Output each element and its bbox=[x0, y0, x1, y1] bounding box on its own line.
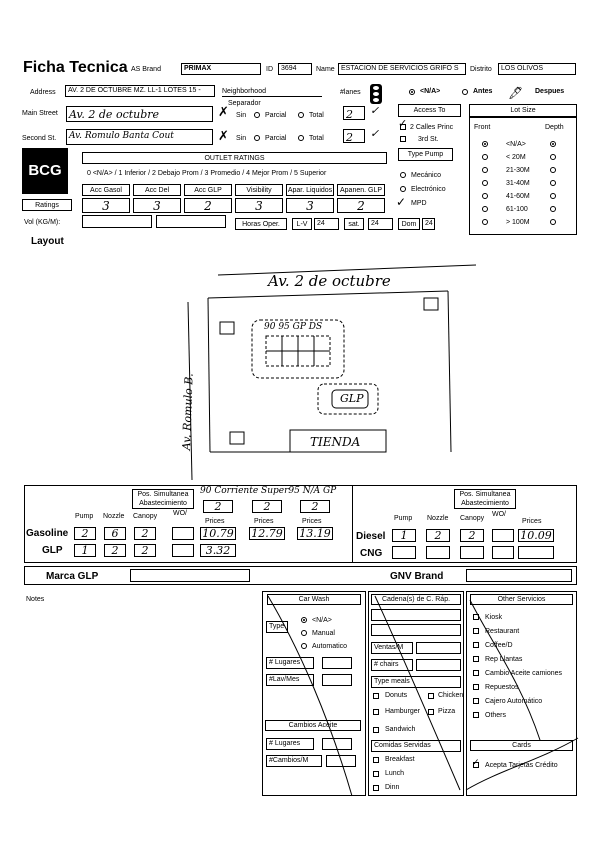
cw-na-radio[interactable] bbox=[301, 617, 307, 623]
cw-manual-radio[interactable] bbox=[301, 630, 307, 636]
sat-field[interactable]: 24 bbox=[368, 218, 393, 230]
pos-sim-header: Pos. Simultanea Abastecimiento bbox=[132, 489, 194, 509]
lot-size-option: > 100M bbox=[506, 219, 530, 226]
mecanico-label: Mecánico bbox=[411, 172, 441, 179]
id-field[interactable]: 3694 bbox=[278, 63, 312, 75]
service-label: Restaurant bbox=[485, 628, 520, 635]
lot-front-label: Front bbox=[474, 124, 491, 131]
main-parcial-label: Parcial bbox=[265, 112, 287, 119]
lot-size-option: 31-40M bbox=[506, 180, 530, 187]
layout-glp-label: GLP bbox=[340, 392, 364, 405]
brand-label: AS Brand bbox=[131, 66, 161, 73]
two-calles-check-icon: ✓ bbox=[398, 118, 408, 130]
layout-title: Layout bbox=[31, 236, 64, 247]
lunch-label: Lunch bbox=[385, 770, 405, 777]
main-lanes-field[interactable]: 2 bbox=[343, 106, 365, 120]
access-to-button[interactable]: Access To bbox=[398, 104, 461, 117]
separador-label: Separador bbox=[228, 100, 261, 107]
cng-wo-cell[interactable] bbox=[492, 546, 514, 559]
rating-column-header: Visibility bbox=[235, 184, 283, 196]
glp-row-label: GLP bbox=[42, 545, 63, 556]
lot-size-option: 61-100 bbox=[506, 206, 528, 213]
lot-size-option: <N/A> bbox=[506, 141, 526, 148]
gasoline-cell[interactable]: 2 bbox=[74, 527, 96, 540]
glp-cell[interactable]: 2 bbox=[134, 544, 156, 557]
cw-auto-label: Automatico bbox=[312, 643, 348, 650]
second-lanes-field[interactable]: 2 bbox=[343, 129, 365, 143]
diesel-pos-sim-header: Pos. Simultanea Abastecimiento bbox=[454, 489, 516, 509]
dom-label: Dom bbox=[398, 218, 420, 230]
rating-value[interactable]: 2 bbox=[184, 198, 232, 213]
rating-value[interactable]: 3 bbox=[286, 198, 334, 213]
bcg-logo: BCG bbox=[22, 148, 68, 194]
diesel-cell[interactable]: 1 bbox=[392, 529, 416, 542]
sandwich-checkbox[interactable] bbox=[373, 727, 379, 733]
gasoline-pos-cell[interactable]: 2 bbox=[252, 500, 282, 513]
dom-field[interactable]: 24 bbox=[422, 218, 435, 230]
rating-column-header: Acc GLP bbox=[184, 184, 232, 196]
lot-size-header: Lot Size bbox=[469, 104, 577, 117]
notes-label: Notes bbox=[26, 596, 45, 603]
chairs-label: # chairs bbox=[371, 659, 413, 671]
cadena-field-1[interactable] bbox=[371, 609, 461, 621]
lanes-label: #lanes bbox=[340, 89, 361, 96]
diesel-wo-header: WO/ bbox=[492, 511, 506, 518]
cng-cell[interactable] bbox=[392, 546, 416, 559]
glp-price[interactable]: 3.32 bbox=[200, 544, 236, 557]
glp-wo-cell[interactable] bbox=[172, 544, 194, 557]
cards-header: Cards bbox=[470, 740, 573, 751]
glp-cell[interactable]: 1 bbox=[74, 544, 96, 557]
service-label: Cajero Automático bbox=[485, 698, 543, 705]
fuel-type-handwriting: 90 Corriente Super95 N/A GP bbox=[200, 486, 337, 496]
acepta-check-icon: ✓ bbox=[472, 757, 480, 767]
gas-canopy-header: Canopy bbox=[133, 513, 158, 520]
gas-prices-header-1: Prices bbox=[205, 518, 225, 525]
diesel-label: Diesel bbox=[356, 531, 386, 542]
service-label: Cambio Aceite camiones bbox=[485, 670, 563, 677]
gas-nozzle-header: Nozzle bbox=[103, 513, 125, 520]
diesel-wo-cell[interactable] bbox=[492, 529, 514, 542]
gasoline-wo-cell[interactable] bbox=[172, 527, 194, 540]
cw-lavmes-field[interactable] bbox=[322, 674, 352, 686]
rating-value[interactable]: 3 bbox=[82, 198, 130, 213]
diesel-canopy-header: Canopy bbox=[460, 515, 485, 522]
page-title: Ficha Tecnica bbox=[23, 59, 128, 76]
layout-tienda-label: TIENDA bbox=[310, 435, 361, 449]
main-sin-label: Sin bbox=[236, 112, 247, 119]
gas-wo-header: WO/ bbox=[173, 510, 187, 517]
gasoline-pos-cell[interactable]: 2 bbox=[300, 500, 330, 513]
cng-cell[interactable] bbox=[460, 546, 484, 559]
neighborhood-label: Neighborhood bbox=[222, 88, 266, 95]
rating-value[interactable]: 2 bbox=[337, 198, 385, 213]
ventas-field[interactable] bbox=[416, 642, 461, 654]
type-pump-button[interactable]: Type Pump bbox=[398, 148, 453, 161]
service-checkbox[interactable] bbox=[473, 628, 479, 634]
chicken-label: Chicken bbox=[438, 692, 464, 699]
lot-size-option: 21-30M bbox=[506, 167, 530, 174]
service-checkbox[interactable] bbox=[473, 670, 479, 676]
gasoline-price[interactable]: 10.79 bbox=[200, 527, 236, 540]
layout-street-top: Av. 2 de octubre bbox=[268, 272, 391, 290]
lanes-na-label: <N/A> bbox=[420, 88, 441, 95]
service-checkbox[interactable] bbox=[473, 614, 479, 620]
service-label: Repuestos bbox=[485, 684, 519, 691]
glp-cell[interactable]: 2 bbox=[104, 544, 126, 557]
sat-label: sat. bbox=[344, 218, 364, 230]
gas-pump-header: Pump bbox=[75, 513, 94, 520]
main-total-label: Total bbox=[309, 112, 324, 119]
diesel-prices-header: Prices bbox=[522, 518, 542, 525]
lv-label: L-V bbox=[292, 218, 312, 230]
lot-size-option: < 20M bbox=[506, 154, 526, 161]
name-label: Name bbox=[316, 66, 335, 73]
main-lanes-mark: ✓ bbox=[370, 104, 380, 117]
type-meals-label: Type meals bbox=[371, 676, 461, 688]
gasoline-label: Gasoline bbox=[26, 528, 69, 539]
second-st-label: Second St. bbox=[22, 135, 57, 142]
ratings-label-button: Ratings bbox=[22, 199, 72, 211]
gasoline-pos-cell[interactable]: 2 bbox=[203, 500, 233, 513]
address-label: Address bbox=[30, 89, 56, 96]
diesel-cell[interactable]: 2 bbox=[426, 529, 450, 542]
pizza-checkbox[interactable] bbox=[428, 709, 434, 715]
rating-column-header: Apar. Liquidos bbox=[286, 184, 334, 196]
service-label: Coffee/D bbox=[485, 642, 513, 649]
cambios-aceite-header: Cambios Aceite bbox=[265, 720, 361, 731]
second-st-field[interactable]: Av. Romulo Banta Cout bbox=[66, 129, 213, 145]
service-label: Kiosk bbox=[485, 614, 503, 621]
cadena-header: Cadena(s) de C. Ráp. bbox=[371, 594, 461, 605]
cw-manual-label: Manual bbox=[312, 630, 335, 637]
ca-cambios-label: #Cambios/M bbox=[266, 755, 322, 767]
lanes-despues-label: Despues bbox=[535, 88, 565, 95]
despues-check-icon[interactable]: 🖋 bbox=[508, 86, 524, 100]
service-label: Others bbox=[485, 712, 507, 719]
cng-cell[interactable] bbox=[426, 546, 450, 559]
gas-prices-header-2: Prices bbox=[254, 518, 274, 525]
rating-column-header: Acc Gasol bbox=[82, 184, 130, 196]
sandwich-label: Sandwich bbox=[385, 726, 416, 733]
diesel-pump-header: Pump bbox=[394, 515, 413, 522]
third-st-label: 3rd St. bbox=[418, 136, 439, 143]
second-parcial-label: Parcial bbox=[265, 135, 287, 142]
cw-lugares-label: # Lugares bbox=[266, 657, 314, 669]
ventas-label: Ventas/M bbox=[371, 642, 413, 654]
cw-na-label: <N/A> bbox=[312, 617, 332, 624]
address-field[interactable]: AV. 2 DE OCTUBRE MZ. LL-1 LOTES 15 - bbox=[65, 85, 215, 97]
cadena-field-2[interactable] bbox=[371, 624, 461, 636]
lot-depth-label: Depth bbox=[545, 124, 564, 131]
car-wash-type[interactable]: Type bbox=[266, 621, 288, 633]
outlet-ratings-header: OUTLET RATINGS bbox=[82, 152, 387, 164]
rating-value[interactable]: 3 bbox=[235, 198, 283, 213]
dinn-checkbox[interactable] bbox=[373, 785, 379, 791]
otros-header: Other Servicios bbox=[470, 594, 573, 605]
name-field[interactable]: ESTACION DE SERVICIOS GRIFO S bbox=[338, 63, 466, 75]
second-sin-check-icon[interactable]: ✗ bbox=[218, 128, 229, 143]
ca-cambios-field[interactable] bbox=[326, 755, 356, 767]
diesel-nozzle-header: Nozzle bbox=[427, 515, 449, 522]
distrito-label: Distrito bbox=[470, 66, 492, 73]
service-checkbox[interactable] bbox=[473, 712, 479, 718]
gasoline-cell[interactable]: 6 bbox=[104, 527, 126, 540]
donuts-checkbox[interactable] bbox=[373, 693, 379, 699]
cw-lavmes-label: #Lav/Mes bbox=[266, 674, 314, 686]
diesel-price[interactable]: 10.09 bbox=[518, 529, 554, 542]
diesel-cell[interactable]: 2 bbox=[460, 529, 484, 542]
ratings-legend: 0 <N/A> / 1 Inferior / 2 Debajo Prom / 3 Promedio / 4 Mejor Prom / 5 Superior bbox=[87, 170, 327, 177]
rating-column-header: Acc Del bbox=[133, 184, 181, 196]
layout-pumps-label: 90 95 GP DS bbox=[264, 322, 323, 332]
chairs-field[interactable] bbox=[416, 659, 461, 671]
hamburger-label: Hamburger bbox=[385, 708, 421, 715]
gasoline-cell[interactable]: 2 bbox=[134, 527, 156, 540]
layout-street-left: Av. Romulo B. bbox=[180, 373, 196, 451]
service-checkbox[interactable] bbox=[473, 642, 479, 648]
service-checkbox[interactable] bbox=[473, 684, 479, 690]
pizza-label: Pizza bbox=[438, 708, 456, 715]
comidas-label: Comidas Servidas bbox=[371, 740, 461, 752]
cng-price[interactable] bbox=[518, 546, 554, 559]
lunch-checkbox[interactable] bbox=[373, 771, 379, 777]
acepta-label: Acepta Tarjetas Crédito bbox=[485, 762, 558, 769]
second-sin-label: Sin bbox=[236, 135, 247, 142]
horas-oper-button: Horas Oper. bbox=[235, 218, 287, 230]
marca-glp-field[interactable] bbox=[130, 569, 250, 582]
gasoline-price[interactable]: 12.79 bbox=[249, 527, 285, 540]
car-wash-header: Car Wash bbox=[267, 594, 361, 605]
donuts-label: Donuts bbox=[385, 692, 408, 699]
main-sin-check-icon[interactable]: ✗ bbox=[218, 104, 229, 119]
cng-label: CNG bbox=[360, 548, 383, 559]
service-label: Rep Llantas bbox=[485, 656, 523, 663]
ca-lugares-field[interactable] bbox=[322, 738, 352, 750]
rating-column-header: Apanen. GLP bbox=[337, 184, 385, 196]
chicken-checkbox[interactable] bbox=[428, 693, 434, 699]
dinn-label: Dinn bbox=[385, 784, 400, 791]
pumps-divider bbox=[352, 485, 353, 563]
cw-lugares-field[interactable] bbox=[322, 657, 352, 669]
gas-prices-header-3: Prices bbox=[302, 518, 322, 525]
second-total-label: Total bbox=[309, 135, 324, 142]
cw-auto-radio[interactable] bbox=[301, 643, 307, 649]
rating-value[interactable]: 3 bbox=[133, 198, 181, 213]
mpd-label: MPD bbox=[411, 200, 427, 207]
breakfast-checkbox[interactable] bbox=[373, 757, 379, 763]
distrito-field[interactable]: LOS OLIVOS bbox=[498, 63, 576, 75]
main-street-field[interactable]: Av. 2 de octubre bbox=[66, 106, 213, 122]
electronico-label: Electrónico bbox=[411, 186, 446, 193]
lanes-antes-label: Antes bbox=[473, 88, 493, 95]
second-lanes-mark: ✓ bbox=[370, 127, 380, 140]
breakfast-label: Breakfast bbox=[385, 756, 415, 763]
marca-glp-label: Marca GLP bbox=[46, 571, 99, 582]
mpd-check-icon[interactable]: ✓ bbox=[396, 195, 407, 209]
lv-field[interactable]: 24 bbox=[314, 218, 339, 230]
two-calles-label: 2 Calles Princ bbox=[410, 124, 454, 131]
lot-size-option: 41-60M bbox=[506, 193, 530, 200]
gnv-brand-field[interactable] bbox=[466, 569, 572, 582]
vol-label: Vol (KG/M): bbox=[24, 219, 61, 226]
ca-lugares-label: # Lugares bbox=[266, 738, 314, 750]
gasoline-price[interactable]: 13.19 bbox=[297, 527, 333, 540]
gnv-brand-label: GNV Brand bbox=[390, 571, 444, 582]
service-checkbox[interactable] bbox=[473, 656, 479, 662]
service-checkbox[interactable] bbox=[473, 698, 479, 704]
brand-field[interactable]: PRIMAX bbox=[181, 63, 261, 75]
main-street-label: Main Street bbox=[22, 110, 58, 117]
hamburger-checkbox[interactable] bbox=[373, 709, 379, 715]
id-label: ID bbox=[266, 66, 273, 73]
